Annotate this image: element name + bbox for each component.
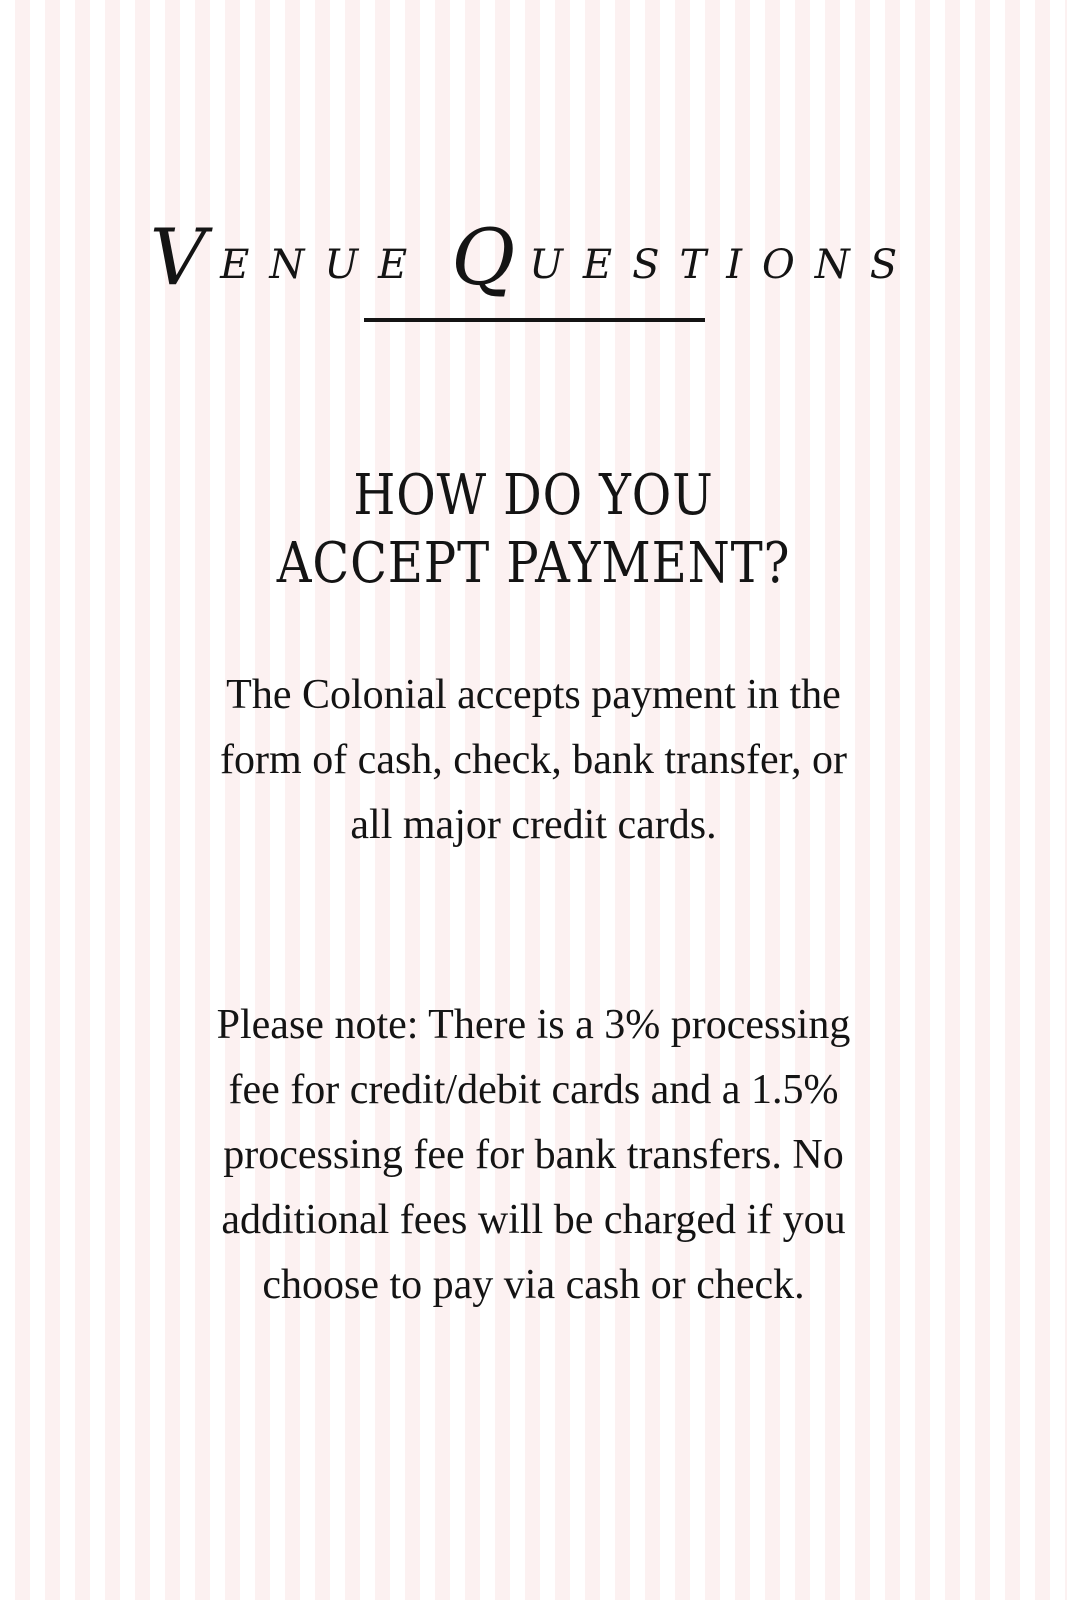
- section-title: [0, 213, 1067, 305]
- fee-note-paragraph: Please note: There is a 3% processing fee for credit/debit cards and a 1.5% processing fee for bank transfers. No additional fees will be charged if you choose to pay via cash or check.: [216, 1002, 851, 1308]
- section-title-initial-1: V: [149, 213, 221, 303]
- title-underline-divider: [364, 318, 705, 322]
- section-title-word-2: UESTIONS: [529, 242, 918, 288]
- question-heading: HOW DO YOU ACCEPT PAYMENT?: [276, 463, 791, 596]
- section-title-word-1: ENUE: [220, 242, 428, 288]
- answer-paragraph: The Colonial accepts payment in the form of cash, check, bank transfer, or all major credit cards.: [220, 672, 847, 848]
- section-title-initial-2: Q: [451, 213, 530, 303]
